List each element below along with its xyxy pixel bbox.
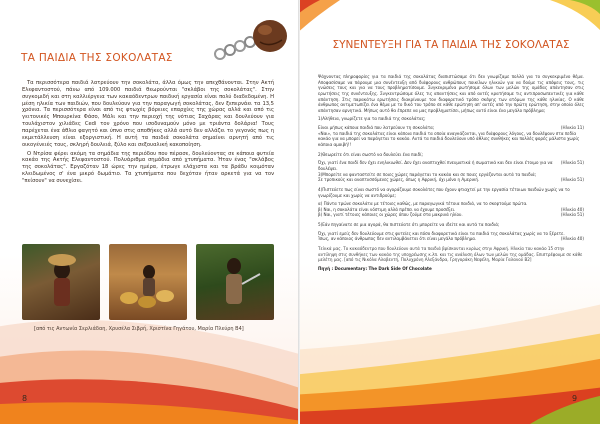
left-paragraph: Τα περισσότερα παιδιά λατρεύουν την σοκολάτα, άλλα όμως την απεχθάνονται. Στην Ακτή Ελεφαντοστού, πάνω από 109.000 παιδιά θεωρούνται "σκλάβοι της σοκολάτας". Στην συγκομιδή και στη καλλιέργεια των κακαόδεντρων παιδική εργασία είναι πολύ διαδεδομένη. Η μέση ηλικία των παιδιών, που δουλεύουν για την παραγωγή σοκολάτας, δεν ξεπερνάει τα 13,5 χρόνια. Τα περισσότερα είναι από τις φτωχές βόρειες επαρχίες της χώρας αλλά και από τις γειτονικές Μπουρκίνα Φάσο, Μάλι και την περιοχή της νότιας Σαχάρας και δουλεύουν για τουλάχιστον χιλιάδες Cedi τον χρόνο που ισοδυναμούν μόνο με τριάντα δολάρια! Τους παρέχεται ένα άθλιο φαγητό και ύπνο στις αποθήκες αλλά αυτό δεν αλλάζει το γεγονός πως η εκμετάλλευση είναι εξοργιστική. Η αυτή τα παιδιά σοκολάτα σημαίνει αρνητή από τις οικογένειές τους, σκληρή δουλειά, ξύλο και σεξουαλική κακοποίηση. bbox=[22, 80, 274, 148]
answer-age: (Ηλικία 51) bbox=[560, 160, 584, 166]
interview-intro: Ψάχνοντας πληροφορίες για τα παιδιά της σοκολάτας διαπιστώσαμε ότι δεν γνωρίζαμε πολλά για το συγκεκριμένο θέμα. Αποφασίσαμε να πάρουμε μια συνέντευξη από διάφορους ανθρώπους ποικίλων ηλικιών για να δούμε τις απόψεις τους, τις γνώσεις τους και για να τους προβληματίσουμε. Συγκεκριμένα ρωτήσαμε όλων των μελών της ομάδας απάντησαν στις ερωτήσεις της συνέντευξης. Συγκεντρώσαμε όλες τις απαντήσεις και από αυτές κρατήσαμε τις αντιπροσωπευτικές για κάθε απάντηση. Στις παρακάτω ερωτήσεις διακρίνουμε τον διαφορετικό τρόπο σκέψης των ατόμων της κάθε ηλικίας. Ο κάθε άνθρωπος αντιμετωπίζει ένα θέμα με το δικό του τρόπο σε κάθε ερώτηση απ' αυτές από την πρώτη ερώτηση, στην οποία όλες απάντησαν αρνητικά. Μήπως αυτό θα έπρεπε να μας προβληματίσει, μήπως αυτό είναι ένα μεγάλο πρόβλημα; bbox=[318, 74, 584, 113]
answer-text: β) Ναι, γιατί τέτοιες κάποιες οι χώρες όπου ζούμε στα μακρινά ηλίου. bbox=[318, 212, 463, 218]
answer-text: Ίσως, αν κάποιος άνθρωπος δεν αντιλαμβάνεται ότι είναι μεγάλο πρόβλημα. bbox=[318, 236, 477, 242]
answer-text: «Ναι», τα παιδιά της σοκολάτας είναι κάποια παιδιά τα οποία αναγκάζονται, για διάφορους λόγους, να δουλέψουν στα πεδία κακάο για να μπορεί να παράγεται το κακάο. Αυτά τα παιδιά δουλεύουν υπό άθλιες συνθήκες και πολλές φορές μάλιστα χωρίς κάποια αμοιβή!! bbox=[318, 130, 580, 148]
answer-age: (Ηλικία 51) bbox=[560, 177, 584, 183]
left-paragraph: Ο Ντρίσα φέρει ακόμη τα σημάδια της περιόδου που πέρασε, δουλεύοντας σε κάποια φυτεία κακάο της Ακτής Ελεφαντοστού. Πολυάριθμα σημάδια από χτυπήματα. Ήταν ένας "σκλάβος της σοκολάτας". Εργαζόταν 18 ώρες την ημέρα, έτρωγε ελάχιστα και τα βράδυ κοιμόταν κλειδωμένος σ' ένα μικρό δωμάτιο. Τα χτυπήματα που δεχόταν ήταν αρκετά για να τον "πείσουν" να συνεχίσει. bbox=[22, 150, 274, 185]
interview-source: Πηγή : Documentary: The Dark Side Of Chocolate bbox=[318, 265, 432, 271]
interview-footer: Τελικά μας. Το κακαόδεντρο που δουλεύουν αυτά τα παιδιά βρίσκονται κυρίως στην Αφρική. Ηλικία του κακάο 15 στην αντίληψη στις συνθήκες των κακάο της υποχρέωσης κ.λπ. και τις ανάλυση όλων των μελών της ομάδας. Επιστρέφουμε σε κάθε μελέτη μας. [από τις Νικόλα Αλαβεντή, Πολυχρόνη Αλεξάνδρα, Γρηγοράκη Νεφέλη, Μαρία Γαλανού Β2] bbox=[318, 246, 583, 263]
interview-body bbox=[318, 74, 584, 275]
left-article-body bbox=[22, 80, 274, 187]
answer-text: β) Ναι, η σοκολάτα είναι νόστιμη αλλά πρέπει να έχουμε προσέξει. bbox=[318, 206, 456, 212]
right-page-title: ΣΥΝΕΝΤΕΥΞΗ ΓΙΑ ΤΑ ΠΑΙΔΙΑ ΤΗΣ ΣΟΚΟΛΑΤΑΣ bbox=[332, 39, 570, 51]
left-page-title: ΤΑ ΠΑΙΔΙΑ ΤΗΣ ΣΟΚΟΛΑΤΑΣ bbox=[21, 52, 173, 64]
interview-question-block bbox=[318, 222, 584, 242]
right-page-number: 9 bbox=[572, 394, 578, 403]
answer-age: (Ηλικία 51) bbox=[560, 212, 584, 218]
left-page bbox=[0, 0, 298, 424]
interview-question-block bbox=[318, 152, 584, 183]
interview-answer bbox=[318, 236, 584, 242]
interview-question-block bbox=[318, 116, 584, 147]
answer-text: Είναι μήπως κάποια παιδιά που λατρεύουν τη σοκολάτα; bbox=[318, 125, 435, 131]
answer-age: (Ηλικία 40) bbox=[560, 206, 584, 212]
interview-question: 5)Εάν πηγαίνατε σε μια αγορά, θα πιστεύατε ότι μπορείτε να ιδείτε και αυτά τα παιδιά; bbox=[318, 222, 500, 228]
right-page bbox=[300, 0, 600, 424]
answer-text: Σε τροπικούς και αναπτυσσόμενες χώρες, όπως η Αφρική, όχι μόνο η Αμερική. bbox=[318, 177, 480, 183]
answer-text: α) Πάντα τρώνε σοκολάτα με τέτοιες καθώς, με παραγωγικά τέτοια παιδιά, να το σκεφτούμε πρώτα. bbox=[318, 201, 528, 207]
answer-age: (Ηλικία 11) bbox=[560, 125, 584, 131]
interview-question-block bbox=[318, 187, 584, 218]
photo-strip bbox=[22, 244, 274, 320]
interview-question: 1)Αλήθεια, γνωρίζετε για τα παιδιά της σοκολάτας; bbox=[318, 116, 426, 122]
interview-answer bbox=[318, 131, 584, 148]
left-page-number: 8 bbox=[22, 394, 28, 403]
answer-age: (Ηλικία 40) bbox=[560, 236, 584, 242]
interview-answer bbox=[318, 212, 584, 218]
interview-answer bbox=[318, 160, 584, 171]
photo-child-carrying-cocoa bbox=[22, 244, 100, 320]
answer-text: Όχι, γιατί εμείς δεν δουλεύουμε στις φυτείες και πόσο διαφορετικά είναι τα παιδιά της σοκολάτας χωρίς να το ξέρετε. bbox=[318, 230, 565, 236]
interview-question: 2)Θεωρείτε ότι είναι σωστό να δουλεύει ένα παιδί; bbox=[318, 151, 423, 157]
interview-answer bbox=[318, 177, 584, 183]
answer-text: Όχι, γιατί ένα παιδί δεν έχει ενηλικιωθεί. Δεν έχει αναπτυχθεί πνευματικά ή σωματικά και δεν είναι έτοιμο για να δουλέψει. bbox=[318, 160, 553, 171]
interview-question: 4)Πιστεύετε πως είναι σωστό να αγοράζουμε σοκολάτες που έχουν φτιαχτεί με την εργασία τέτοιων παιδιών χωρίς να το γνωρίζουμε και χωρίς να αντιδρούμε; bbox=[318, 186, 570, 198]
photo-child-with-machete bbox=[196, 244, 274, 320]
ball-and-chain-icon bbox=[210, 12, 292, 70]
answer-text: 3)Μπορείτε να φανταστείτε σε ποιες χώρες παράγεται το κακάο και σε ποιες εργάζονται αυτά τα παιδιά; bbox=[318, 171, 537, 177]
photo-cocoa-pods-pile bbox=[109, 244, 187, 320]
left-author-caption: [από τις Αντωνία Σερλιάδαη, Χρυσέλα Σιβρή, Χριστίνα Γηγάτου, Μαρία Πλεύρη Β4] bbox=[34, 326, 244, 332]
